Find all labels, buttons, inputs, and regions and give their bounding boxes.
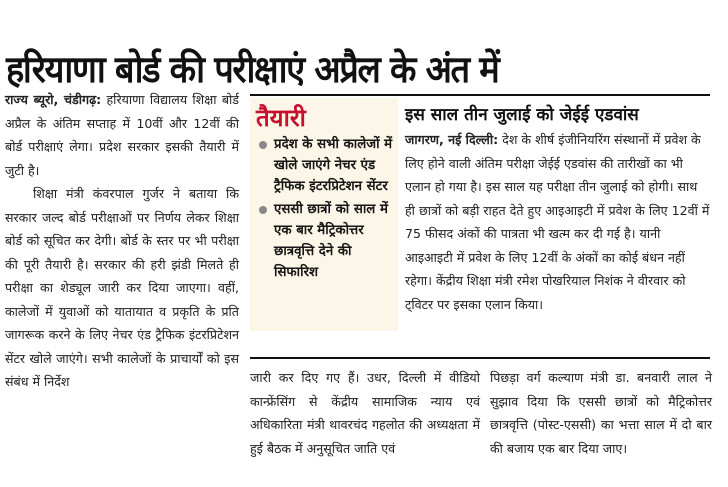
left-paragraph-1-text: हरियाणा विद्यालय शिक्षा बोर्ड अप्रैल के अंतिम सप्ताह में 10वीं और 12वीं की बोर्ड परीक्षाएं लेगा। प्रदेश सरकार इसकी तैयारी में जुटी है।	[5, 92, 240, 178]
middle-column-text: जारी कर दिए गए हैं। उधर, दिल्ली में वीडियो कान्फ्रेंसिंग से केंद्रीय सामाजिक न्याय एवं अधिकारिता मंत्री थावरचंद गहलोत की अध्यक्षता में हुई बैठक में अनुसूचित जाति एवं	[250, 370, 480, 456]
bullet-dot-icon	[259, 206, 267, 214]
top-rule-divider	[250, 94, 710, 96]
middle-column	[250, 366, 480, 460]
sidebox-bullet-text: प्रदेश के सभी कालेजों में खोले जाएंगे नेचर एंड ट्रैफिक इंटरप्रिटेशन सेंटर	[274, 137, 393, 194]
preparation-sidebox	[250, 98, 398, 331]
jee-body	[405, 128, 710, 316]
sidebox-label: तैयारी	[256, 104, 306, 132]
box-bottom-rule-divider	[250, 357, 710, 359]
right-column-text: पिछड़ा वर्ग कल्याण मंत्री डा. बनवारी लाल ने सुझाव दिया कि एससी छात्रों को मैट्रिकोत्तर छात्रवृत्ति (पोस्ट-एससी) का भत्ता साल में दो बार की बजाय एक बार दिया जाए।	[490, 370, 712, 456]
jee-dateline: जागरण, नई दिल्ली:	[405, 132, 499, 147]
sidebox-bullet-item	[258, 134, 394, 197]
bullet-dot-icon	[259, 141, 267, 149]
sidebox-bullet-item	[258, 199, 394, 283]
left-paragraph-1	[5, 88, 239, 182]
left-paragraph-2: शिक्षा मंत्री कंवरपाल गुर्जर ने बताया कि सरकार जल्द बोर्ड परीक्षाओं पर निर्णय लेकर शिक्षा बोर्ड को सूचित कर देगी। बोर्ड के स्तर पर भी परीक्षा की पूरी तैयारी है। सरकार की हरी झंडी मिलते ही परीक्षा का शेड्यूल जारी कर दिया जाएगा। वहीं, कालेजों में युवाओं को यातायात व प्रकृति के प्रति जागरूक करने के लिए नेचर एंड ट्रैफिक इंटरप्रिटेशन सेंटर खोले जाएंगे। सभी कालेजों के प्राचार्यों को इस संबंध में निर्देश	[5, 186, 239, 389]
jee-body-text: देश के शीर्ष इंजीनियरिंग संस्थानों में प्रवेश के लिए होने वाली अंतिम परीक्षा जेईई एडवांस की तारीखों का भी एलान हो गया है। इस साल यह परीक्षा तीन जुलाई को होगी। साथ ही छात्रों को बड़ी राहत देते हुए आइआइटी में प्रवेश के लिए 12वीं में 75 फीसद अंकों की पात्रता भी खत्म कर दी गई है। यानी आइआइटी में प्रवेश के लिए 12वीं के अंकों का कोई बंधन नहीं रहेगा। केंद्रीय शिक्षा मंत्री रमेश पोखरियाल निशंक ने वीरवार को ट्विटर पर इसका एलान किया।	[405, 132, 710, 312]
left-column	[5, 88, 239, 394]
sidebox-bullet-text: एससी छात्रों को साल में एक बार मैट्रिकोत्तर छात्रवृत्ति देने की सिफारिश	[274, 202, 388, 280]
jee-subhead: इस साल तीन जुलाई को जेईई एडवांस	[405, 105, 639, 125]
dateline: राज्य ब्यूरो, चंडीगढ़:	[5, 92, 102, 107]
sidebox-bullet-list	[250, 134, 398, 283]
right-column	[490, 366, 712, 460]
headline: हरियाणा बोर्ड की परीक्षाएं अप्रैल के अंत में	[6, 47, 499, 91]
jee-advanced-story	[405, 102, 710, 316]
